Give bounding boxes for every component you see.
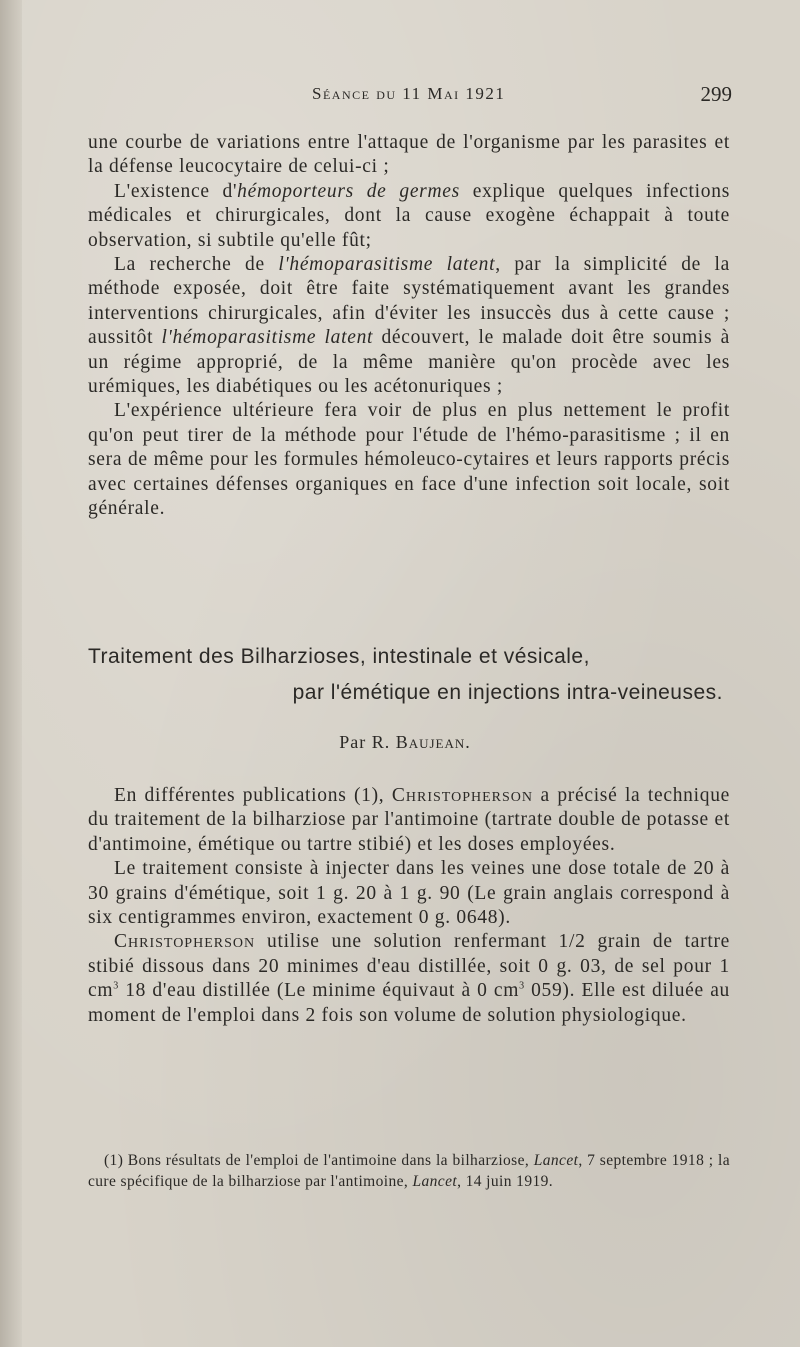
paragraph	[88, 180, 730, 253]
journal-name: Lancet	[412, 1173, 458, 1190]
journal-name: Lancet	[533, 1152, 579, 1169]
italic-term: l'hémoparasitisme latent	[161, 327, 374, 349]
paragraph	[88, 784, 730, 857]
article-body	[88, 784, 730, 1028]
footnote	[88, 1150, 730, 1192]
paragraph	[88, 131, 730, 180]
paragraph-text: L'existence d'	[114, 180, 238, 202]
paragraph-text: Le traitement consiste à injecter dans les veines une dose totale de 20 à 30 grains d'émétique, soit 1 g. 20 à 1 g. 90 (Le grain anglais correspond à six centigrammes environ, exactement 0 g. 0648).	[88, 858, 730, 929]
paragraph	[88, 399, 730, 521]
footnote-part: (1) Bons résultats de l'emploi de l'antimoine dans la bilharziose,	[104, 1152, 534, 1169]
byline-suffix: .	[465, 732, 471, 752]
footnote-text	[88, 1150, 730, 1192]
superscript: 3	[519, 980, 525, 992]
paragraph-text: utilise une solution renfermant 1/2 grain de tartre stibié dissous dans 20 minimes d'eau distillée, soit 0 g. 03, de sel pour 1 cm	[88, 931, 730, 1002]
paragraph-text: 18 d'eau distillée (Le minime équivaut à 0 cm	[118, 980, 520, 1002]
running-head	[0, 84, 800, 114]
paragraph-text: L'expérience ultérieure fera voir de plus en plus nettement le profit qu'on peut tirer de la méthode pour l'étude de l'hémo-parasitisme ; il en sera de même pour les formules hémoleuco-cytaires et leurs rapports précis avec certaines défenses organiques en face d'une infection soit locale, soit générale.	[88, 400, 730, 520]
paragraph-text: , par la simplicité de la méthode exposée, doit être faite systématiquement avant les grandes interventions chirurgicales, afin d'éviter les insuccès dus à cette cause ; aussitôt	[88, 254, 731, 349]
byline	[0, 732, 800, 753]
footnote-part: , 7 septembre 1918 ; la cure spécifique de la bilharziose par l'antimoine,	[88, 1152, 730, 1190]
binding-gutter	[0, 0, 22, 1347]
italic-term: l'hémoparasitisme latent	[278, 254, 496, 276]
running-head-title: Séance du 11 Mai 1921	[312, 84, 506, 103]
paragraph-text: En différentes publications (1),	[114, 785, 392, 806]
paragraph-text: La recherche de	[114, 254, 279, 276]
paragraph-text: une courbe de variations entre l'attaque de l'organisme par les parasites et la défense leucocytaire de celui-ci ;	[88, 132, 730, 178]
footnote-part: , 14 juin 1919.	[457, 1173, 554, 1190]
paragraph-text: a précisé la technique du traitement de la bilharziose par l'antimoine (tartrate double de potasse et d'antimoine, émétique ou tartre stibié) et les doses employées.	[88, 785, 731, 855]
byline-author: Baujean	[395, 732, 466, 752]
author-name: Christopherson	[114, 931, 256, 953]
paragraph-text: explique quelques infections médicales et chirurgicales, dont la cause exogène échappait à toute observation, si subtile qu'elle fût;	[88, 180, 730, 251]
superscript: 3	[113, 980, 119, 992]
article-title-line-2: par l'émétique en injections intra-veineuses.	[292, 681, 723, 704]
paragraph-text: 059). Elle est diluée au moment de l'emploi dans 2 fois son volume de solution physiologique.	[88, 980, 730, 1026]
page-number: 299	[700, 82, 732, 106]
article-title	[88, 639, 748, 711]
paragraph	[88, 857, 730, 930]
paragraph	[88, 930, 730, 1028]
paragraph	[88, 253, 730, 399]
italic-term: hémoporteurs de germes	[237, 180, 460, 202]
author-name: Christopherson	[391, 785, 533, 806]
paragraph-text: découvert, le malade doit être soumis à un régime approprié, de la même manière qu'on procède avec les urémiques, les diabétiques ou les acétonuriques ;	[88, 327, 730, 398]
previous-article-conclusion	[88, 131, 730, 522]
article-title-line-1: Traitement des Bilharzioses, intestinale et vésicale,	[88, 645, 590, 668]
byline-prefix: Par R.	[339, 732, 396, 752]
